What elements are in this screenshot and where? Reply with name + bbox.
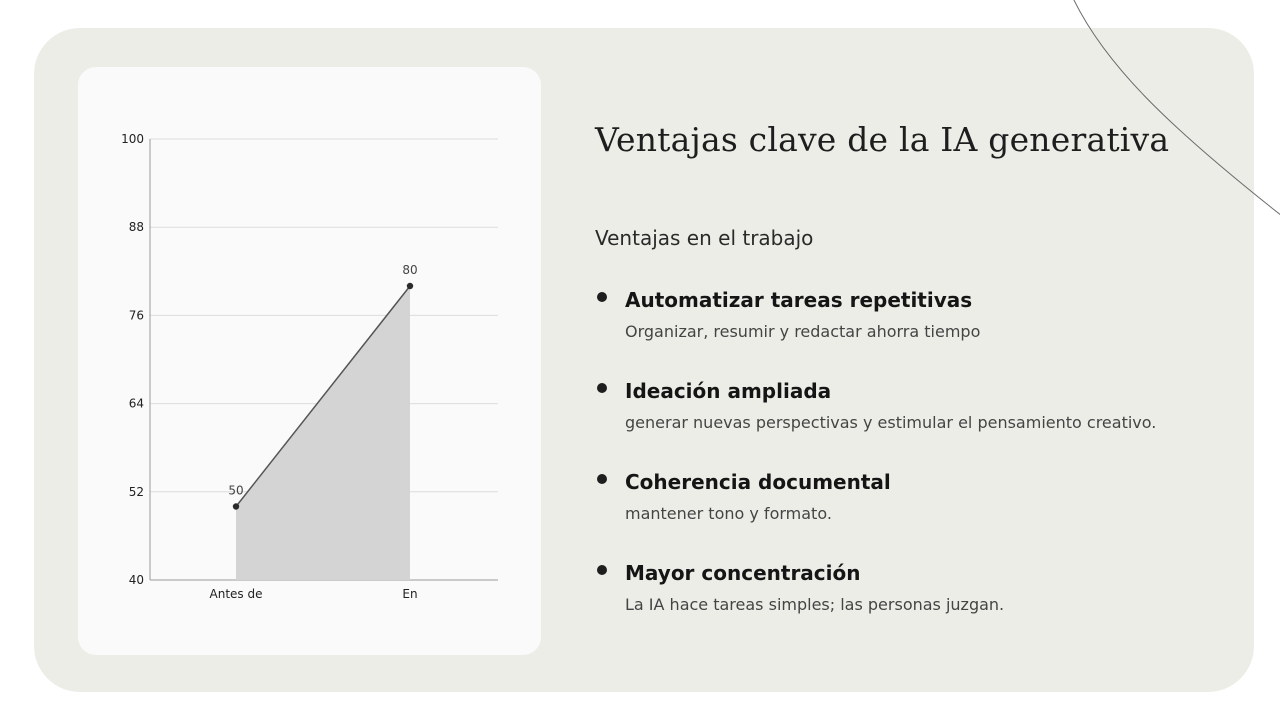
benefit-item: [596, 558, 1236, 652]
y-tick-label: 40: [128, 573, 144, 587]
x-tick-label: En: [402, 587, 418, 601]
benefit-description: Organizar, resumir y redactar ahorra tiempo: [625, 322, 981, 341]
y-tick-label: 52: [128, 484, 144, 499]
benefit-item: [596, 285, 1236, 379]
bullet-icon: [597, 292, 607, 302]
area-fill: [236, 286, 410, 580]
chart-card: [78, 67, 541, 655]
benefit-item: [596, 376, 1236, 470]
bullet-icon: [597, 565, 607, 575]
data-point: [407, 283, 413, 289]
data-label: 50: [228, 483, 244, 498]
benefit-heading: Mayor concentración: [625, 561, 861, 585]
y-tick-label: 100: [121, 132, 144, 146]
benefit-list: [596, 288, 1236, 652]
benefit-heading: Ideación ampliada: [625, 379, 832, 403]
area-chart: [78, 67, 541, 655]
data-point: [233, 503, 239, 509]
benefit-description: mantener tono y formato.: [625, 504, 832, 523]
benefit-heading: Automatizar tareas repetitivas: [625, 288, 973, 312]
y-tick-label: 64: [128, 396, 144, 411]
y-tick-label: 88: [128, 220, 144, 235]
section-subtitle: Ventajas en el trabajo: [595, 226, 814, 250]
slide-title: Ventajas clave de la IA generativa: [595, 120, 1170, 159]
benefit-item: [596, 467, 1236, 561]
bullet-icon: [597, 383, 607, 393]
y-tick-label: 76: [128, 308, 144, 323]
bullet-icon: [597, 474, 607, 484]
benefit-description: generar nuevas perspectivas y estimular el pensamiento creativo.: [625, 413, 1157, 432]
x-tick-label: Antes de: [209, 587, 263, 601]
benefit-heading: Coherencia documental: [625, 470, 891, 494]
benefit-description: La IA hace tareas simples; las personas juzgan.: [625, 595, 1005, 614]
data-label: 80: [402, 263, 418, 277]
